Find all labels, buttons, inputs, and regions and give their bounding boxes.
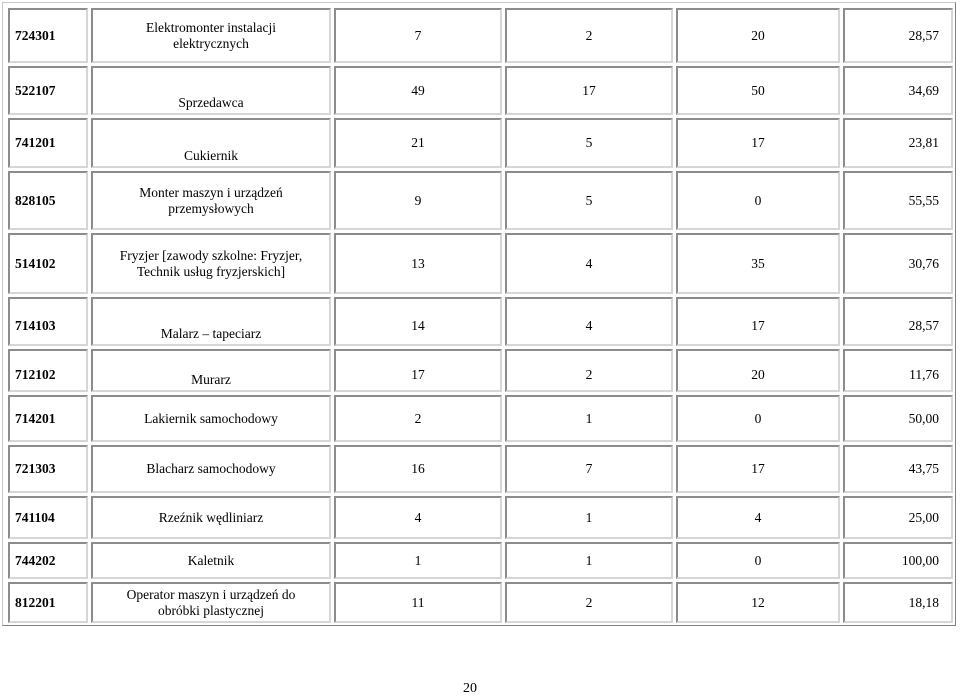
cell-col-d-value: 23,81	[908, 135, 939, 150]
cell-col-b-value: 5	[585, 135, 593, 150]
cell-col-c-value: 20	[751, 27, 765, 43]
cell-code	[8, 118, 88, 168]
cell-col-d-value: 50,00	[908, 410, 939, 426]
cell-col-b	[505, 395, 673, 442]
occupation-name-line: Murarz	[191, 372, 231, 387]
cell-code	[8, 445, 88, 493]
cell-col-d	[843, 66, 953, 115]
cell-col-a	[334, 445, 502, 493]
occupation-name-line: Elektromonter instalacji	[145, 19, 277, 35]
cell-code-value: 741201	[15, 135, 56, 150]
cell-col-b	[505, 582, 673, 623]
cell-col-c	[676, 395, 840, 442]
cell-col-c-value: 0	[754, 552, 762, 568]
occupation-name-line: elektrycznych	[173, 35, 249, 51]
cell-code-value: 744202	[15, 552, 56, 568]
cell-col-b	[505, 171, 673, 230]
cell-col-c	[676, 66, 840, 115]
cell-col-c	[676, 297, 840, 346]
cell-col-b-value: 2	[585, 366, 593, 382]
occupation-name-line: Rzeźnik wędliniarz	[158, 509, 264, 525]
cell-col-a	[334, 171, 502, 230]
cell-col-b	[505, 349, 673, 392]
cell-col-c	[676, 8, 840, 63]
cell-col-a-value: 4	[414, 509, 422, 525]
cell-col-b-value: 2	[585, 27, 593, 43]
cell-col-d-value: 55,55	[908, 192, 939, 208]
cell-code-value: 714103	[15, 317, 56, 333]
cell-col-a	[334, 233, 502, 294]
cell-code	[8, 395, 88, 442]
occupation-name-line: Operator maszyn i urządzeń do	[126, 586, 296, 602]
cell-col-b-value: 1	[585, 410, 593, 426]
cell-col-d-value: 34,69	[908, 82, 939, 98]
cell-code-value: 812201	[15, 594, 56, 610]
cell-col-d	[843, 349, 953, 392]
cell-col-d	[843, 297, 953, 346]
cell-col-d-value: 28,57	[908, 27, 939, 43]
cell-col-b-value: 7	[585, 461, 593, 476]
occupation-name-line: Monter maszyn i urządzeń	[139, 184, 283, 200]
cell-occupation	[91, 233, 331, 294]
cell-occupation	[91, 171, 331, 230]
cell-col-a	[334, 496, 502, 539]
cell-code	[8, 233, 88, 294]
cell-occupation	[91, 66, 331, 115]
cell-code-value: 712102	[15, 366, 56, 382]
cell-occupation	[91, 496, 331, 539]
cell-code-value: 828105	[15, 192, 56, 208]
cell-col-a-value: 21	[411, 135, 425, 150]
cell-col-a	[334, 118, 502, 168]
cell-col-d	[843, 582, 953, 623]
cell-code-value: 522107	[15, 82, 56, 98]
cell-occupation	[91, 445, 331, 493]
cell-col-d-value: 100,00	[901, 552, 939, 568]
cell-col-a	[334, 66, 502, 115]
occupation-name-line: przemysłowych	[168, 200, 254, 216]
cell-col-c-value: 0	[754, 410, 762, 426]
occupation-name-line: Cukiernik	[184, 148, 238, 163]
cell-col-b-value: 4	[585, 255, 593, 271]
cell-occupation	[91, 395, 331, 442]
cell-col-a-value: 7	[414, 27, 422, 43]
cell-col-a	[334, 349, 502, 392]
cell-code	[8, 349, 88, 392]
cell-col-c	[676, 349, 840, 392]
cell-col-c-value: 17	[751, 317, 765, 333]
cell-col-c	[676, 233, 840, 294]
cell-col-a	[334, 582, 502, 623]
cell-code	[8, 297, 88, 346]
cell-occupation	[91, 297, 331, 346]
cell-col-a-value: 9	[414, 192, 422, 208]
cell-col-d-value: 28,57	[908, 317, 939, 333]
cell-col-c-value: 35	[751, 255, 765, 271]
occupation-name-line: Technik usług fryzjerskich]	[136, 263, 286, 279]
cell-col-a-value: 2	[414, 410, 422, 426]
cell-col-d-value: 30,76	[908, 255, 939, 271]
cell-col-a	[334, 8, 502, 63]
cell-col-d	[843, 118, 953, 168]
cell-col-b	[505, 496, 673, 539]
cell-code	[8, 496, 88, 539]
cell-code-value: 741104	[15, 509, 55, 525]
occupation-name-line: Kaletnik	[187, 552, 235, 568]
cell-col-d	[843, 395, 953, 442]
cell-col-a	[334, 542, 502, 579]
cell-col-b	[505, 118, 673, 168]
cell-col-c	[676, 445, 840, 493]
cell-col-b-value: 4	[585, 317, 593, 333]
cell-occupation	[91, 349, 331, 392]
cell-col-b-value: 1	[585, 552, 593, 568]
cell-col-c-value: 17	[751, 461, 765, 476]
cell-occupation	[91, 542, 331, 579]
occupation-name-line: Malarz – tapeciarz	[160, 326, 262, 341]
cell-code-value: 714201	[15, 410, 56, 426]
cell-col-d-value: 43,75	[908, 461, 939, 476]
cell-col-b	[505, 66, 673, 115]
cell-col-d	[843, 496, 953, 539]
cell-code	[8, 542, 88, 579]
cell-col-d-value: 11,76	[909, 366, 939, 382]
cell-col-a-value: 49	[411, 82, 425, 98]
cell-occupation	[91, 582, 331, 623]
cell-col-c-value: 4	[754, 509, 762, 525]
cell-code-value: 724301	[15, 27, 56, 43]
cell-col-a-value: 16	[411, 461, 425, 476]
cell-col-c	[676, 582, 840, 623]
cell-col-b-value: 17	[582, 82, 596, 98]
cell-col-b	[505, 445, 673, 493]
cell-col-b-value: 5	[585, 192, 593, 208]
cell-col-c-value: 17	[751, 135, 765, 150]
cell-col-b-value: 2	[585, 594, 593, 610]
cell-code	[8, 171, 88, 230]
cell-col-c-value: 20	[751, 366, 765, 382]
cell-col-d-value: 25,00	[908, 509, 939, 525]
cell-col-c-value: 0	[754, 192, 762, 208]
cell-col-a-value: 13	[411, 255, 425, 271]
cell-occupation	[91, 118, 331, 168]
cell-col-c-value: 50	[751, 82, 765, 98]
cell-col-b	[505, 542, 673, 579]
cell-col-b-value: 1	[585, 509, 593, 525]
cell-code-value: 721303	[15, 461, 56, 476]
cell-col-b	[505, 8, 673, 63]
cell-col-d	[843, 542, 953, 579]
cell-code	[8, 66, 88, 115]
occupation-name-line: Blacharz samochodowy	[146, 461, 276, 476]
cell-code	[8, 8, 88, 63]
page-number: 20	[463, 681, 477, 696]
cell-code	[8, 582, 88, 623]
cell-col-b	[505, 297, 673, 346]
cell-col-a-value: 17	[411, 366, 425, 382]
cell-col-c	[676, 496, 840, 539]
cell-col-a	[334, 395, 502, 442]
occupation-name-line: obróbki plastycznej	[157, 602, 265, 618]
cell-col-a-value: 14	[411, 317, 425, 333]
cell-col-d	[843, 171, 953, 230]
cell-col-a-value: 11	[411, 594, 425, 610]
occupation-name-line: Fryzjer [zawody szkolne: Fryzjer,	[119, 247, 303, 263]
cell-occupation	[91, 8, 331, 63]
cell-col-c	[676, 542, 840, 579]
cell-col-c	[676, 171, 840, 230]
occupation-name-line: Sprzedawca	[178, 95, 244, 110]
occupation-name-line: Lakiernik samochodowy	[144, 410, 278, 426]
cell-col-a-value: 1	[414, 552, 422, 568]
cell-col-c-value: 12	[751, 594, 765, 610]
cell-col-c	[676, 118, 840, 168]
cell-col-a	[334, 297, 502, 346]
cell-col-d-value: 18,18	[908, 594, 939, 610]
cell-code-value: 514102	[15, 255, 56, 271]
cell-col-b	[505, 233, 673, 294]
data-table	[2, 2, 956, 626]
cell-col-d	[843, 445, 953, 493]
cell-col-d	[843, 8, 953, 63]
cell-col-d	[843, 233, 953, 294]
